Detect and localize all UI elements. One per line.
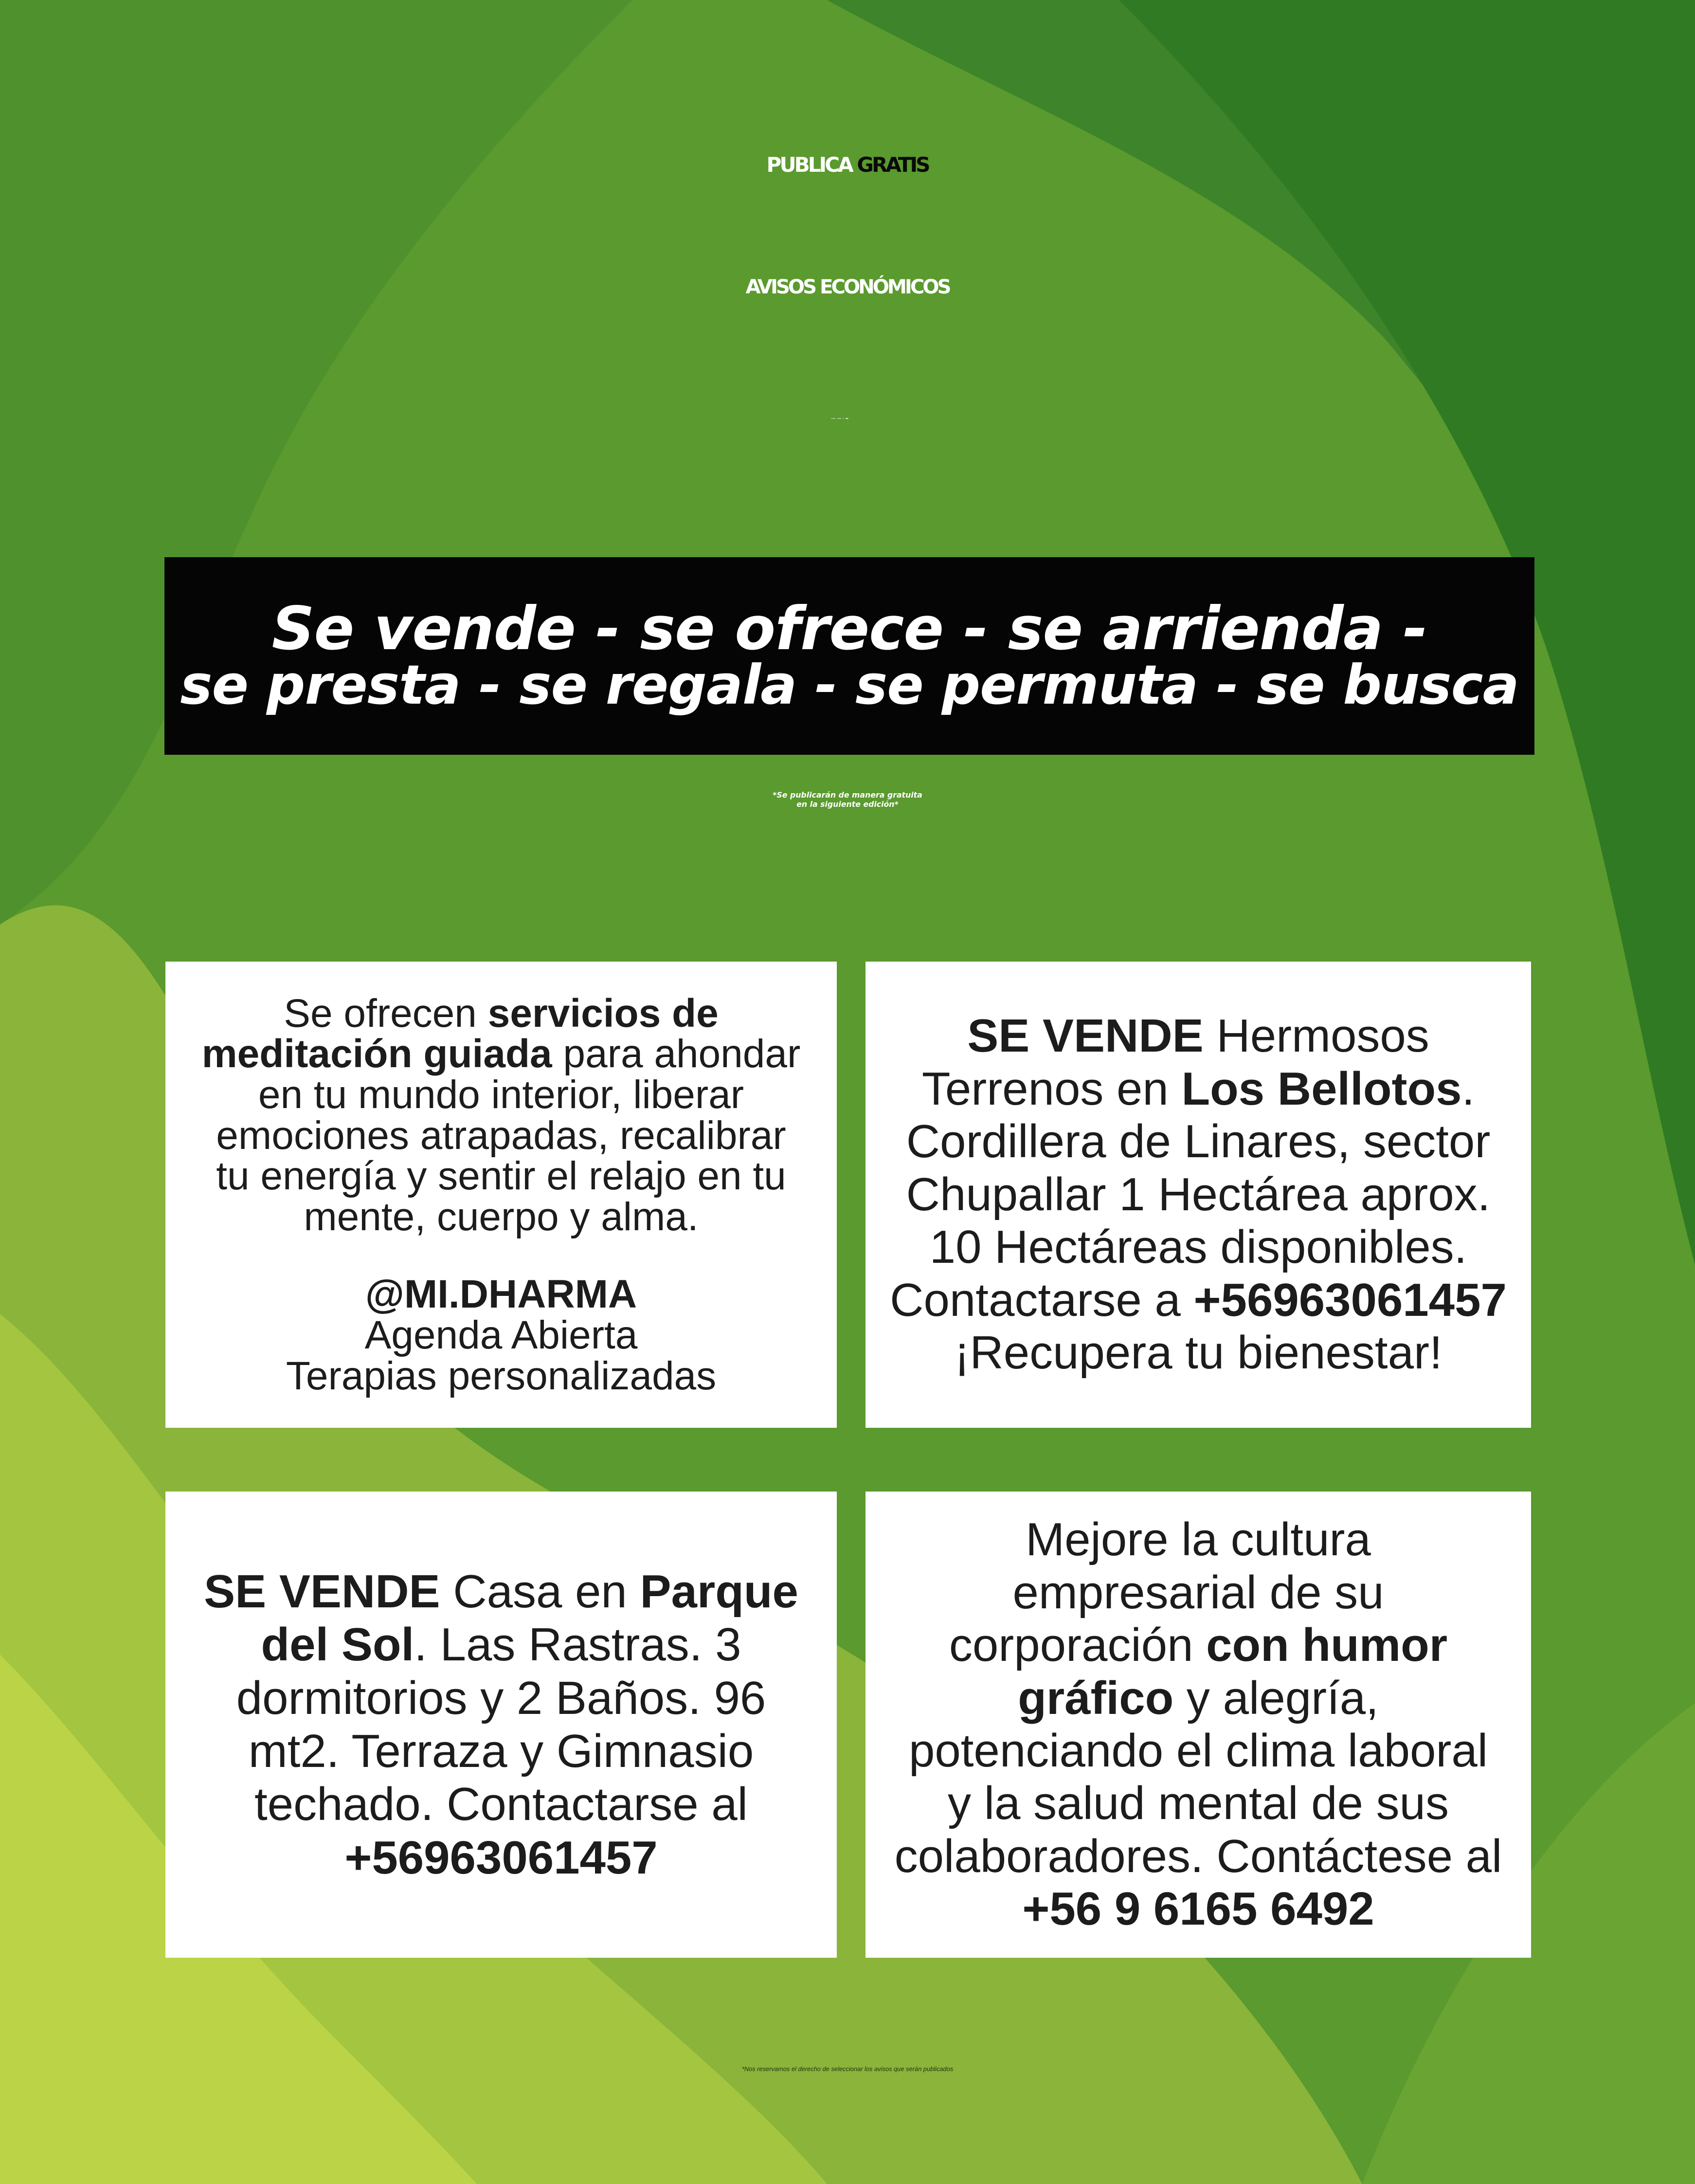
ad3-bold: del Sol <box>261 1619 415 1671</box>
ad2-bold: Los Bellotos <box>1181 1062 1462 1115</box>
ad2-phone: +56963061457 <box>1193 1274 1507 1326</box>
ad2-text: Cordillera de Linares, sector <box>906 1115 1491 1168</box>
ad3-text: dormitorios y 2 Baños. 96 <box>236 1672 766 1724</box>
note-line-2: en la siguiente edición* <box>796 799 899 809</box>
headline-avisos-economicos: AVISOS ECONÓMICOS <box>745 276 950 298</box>
footer-disclaimer: *Nos reservamos el derecho de seleccionar los avisos que serán publicados <box>741 2065 954 2073</box>
ad-card-humor-grafico <box>866 1492 1531 1958</box>
ad3-text: mt2. Terraza y Gimnasio <box>248 1725 754 1777</box>
ad2-text: Terrenos en <box>921 1062 1182 1115</box>
ad1-text: Terapias personalizadas <box>286 1353 717 1398</box>
headline-publica-gratis <box>0 155 1695 175</box>
contact-line <box>0 419 1695 420</box>
ad2-text: Contactarse a <box>890 1274 1194 1326</box>
ad1-text: Agenda Abierta <box>364 1313 638 1358</box>
ad-card-terrenos <box>866 962 1531 1428</box>
ad3-phone: +56963061457 <box>344 1831 658 1884</box>
ad2-text: 10 Hectáreas disponibles. <box>929 1221 1467 1274</box>
free-publication-note <box>0 791 1695 809</box>
ad3-text: techado. Contactarse al <box>254 1778 748 1831</box>
ad1-text: tu energía y sentir el relajo en tu <box>216 1154 786 1199</box>
banner-line-1: Se vende - se ofrece - se arrienda - <box>271 594 1427 664</box>
ad3-bold: Parque <box>640 1565 798 1618</box>
ad4-text: empresarial de su <box>1012 1566 1384 1619</box>
ad1-text: Se ofrecen <box>284 991 488 1036</box>
ad4-bold: con humor <box>1206 1619 1448 1672</box>
ad4-text: potenciando el clima laboral <box>908 1725 1488 1777</box>
headline-word-publica: PUBLICA <box>766 153 852 177</box>
ad4-bold: gráfico <box>1018 1672 1174 1724</box>
banner-line-2: se presta - se regala - se permuta - se busca <box>180 654 1519 717</box>
ad1-bold: servicios de <box>487 991 719 1036</box>
ad2-text: Hermosos <box>1203 1010 1429 1062</box>
ad1-handle: @MI.DHARMA <box>365 1272 637 1317</box>
ad2-text: Chupallar 1 Hectárea aprox. <box>906 1168 1491 1220</box>
ad1-text: mente, cuerpo y alma. <box>304 1194 699 1239</box>
ad1-text: en tu mundo interior, liberar <box>258 1072 744 1117</box>
ad3-text: Casa en <box>440 1565 640 1618</box>
ad3-bold: SE VENDE <box>204 1565 440 1618</box>
ad4-text: Mejore la cultura <box>1026 1513 1371 1566</box>
ad-card-casa <box>165 1492 837 1958</box>
headline-word-gratis: GRATIS <box>857 153 929 177</box>
ad1-text: para ahondar <box>552 1032 801 1076</box>
ad4-text: corporación <box>949 1619 1207 1672</box>
ad1-bold: meditación guiada <box>201 1032 552 1076</box>
note-line-1: *Se publicarán de manera gratuita <box>773 790 922 800</box>
ad4-text: y la salud mental de sus <box>948 1777 1449 1830</box>
ad4-text: y alegría, <box>1173 1672 1379 1724</box>
ad-card-meditation <box>165 962 837 1428</box>
ad3-text: . Las Rastras. 3 <box>414 1619 741 1671</box>
categories-banner <box>164 557 1534 755</box>
ad4-text: colaboradores. Contáctese al <box>894 1830 1502 1882</box>
ad1-text: emociones atrapadas, recalibrar <box>216 1113 786 1158</box>
ad2-text: ¡Recupera tu bienestar! <box>954 1327 1443 1379</box>
ad4-phone: +56 9 6165 6492 <box>1022 1883 1374 1935</box>
ad2-bold: SE VENDE <box>967 1010 1204 1062</box>
ad2-text: . <box>1461 1062 1475 1115</box>
